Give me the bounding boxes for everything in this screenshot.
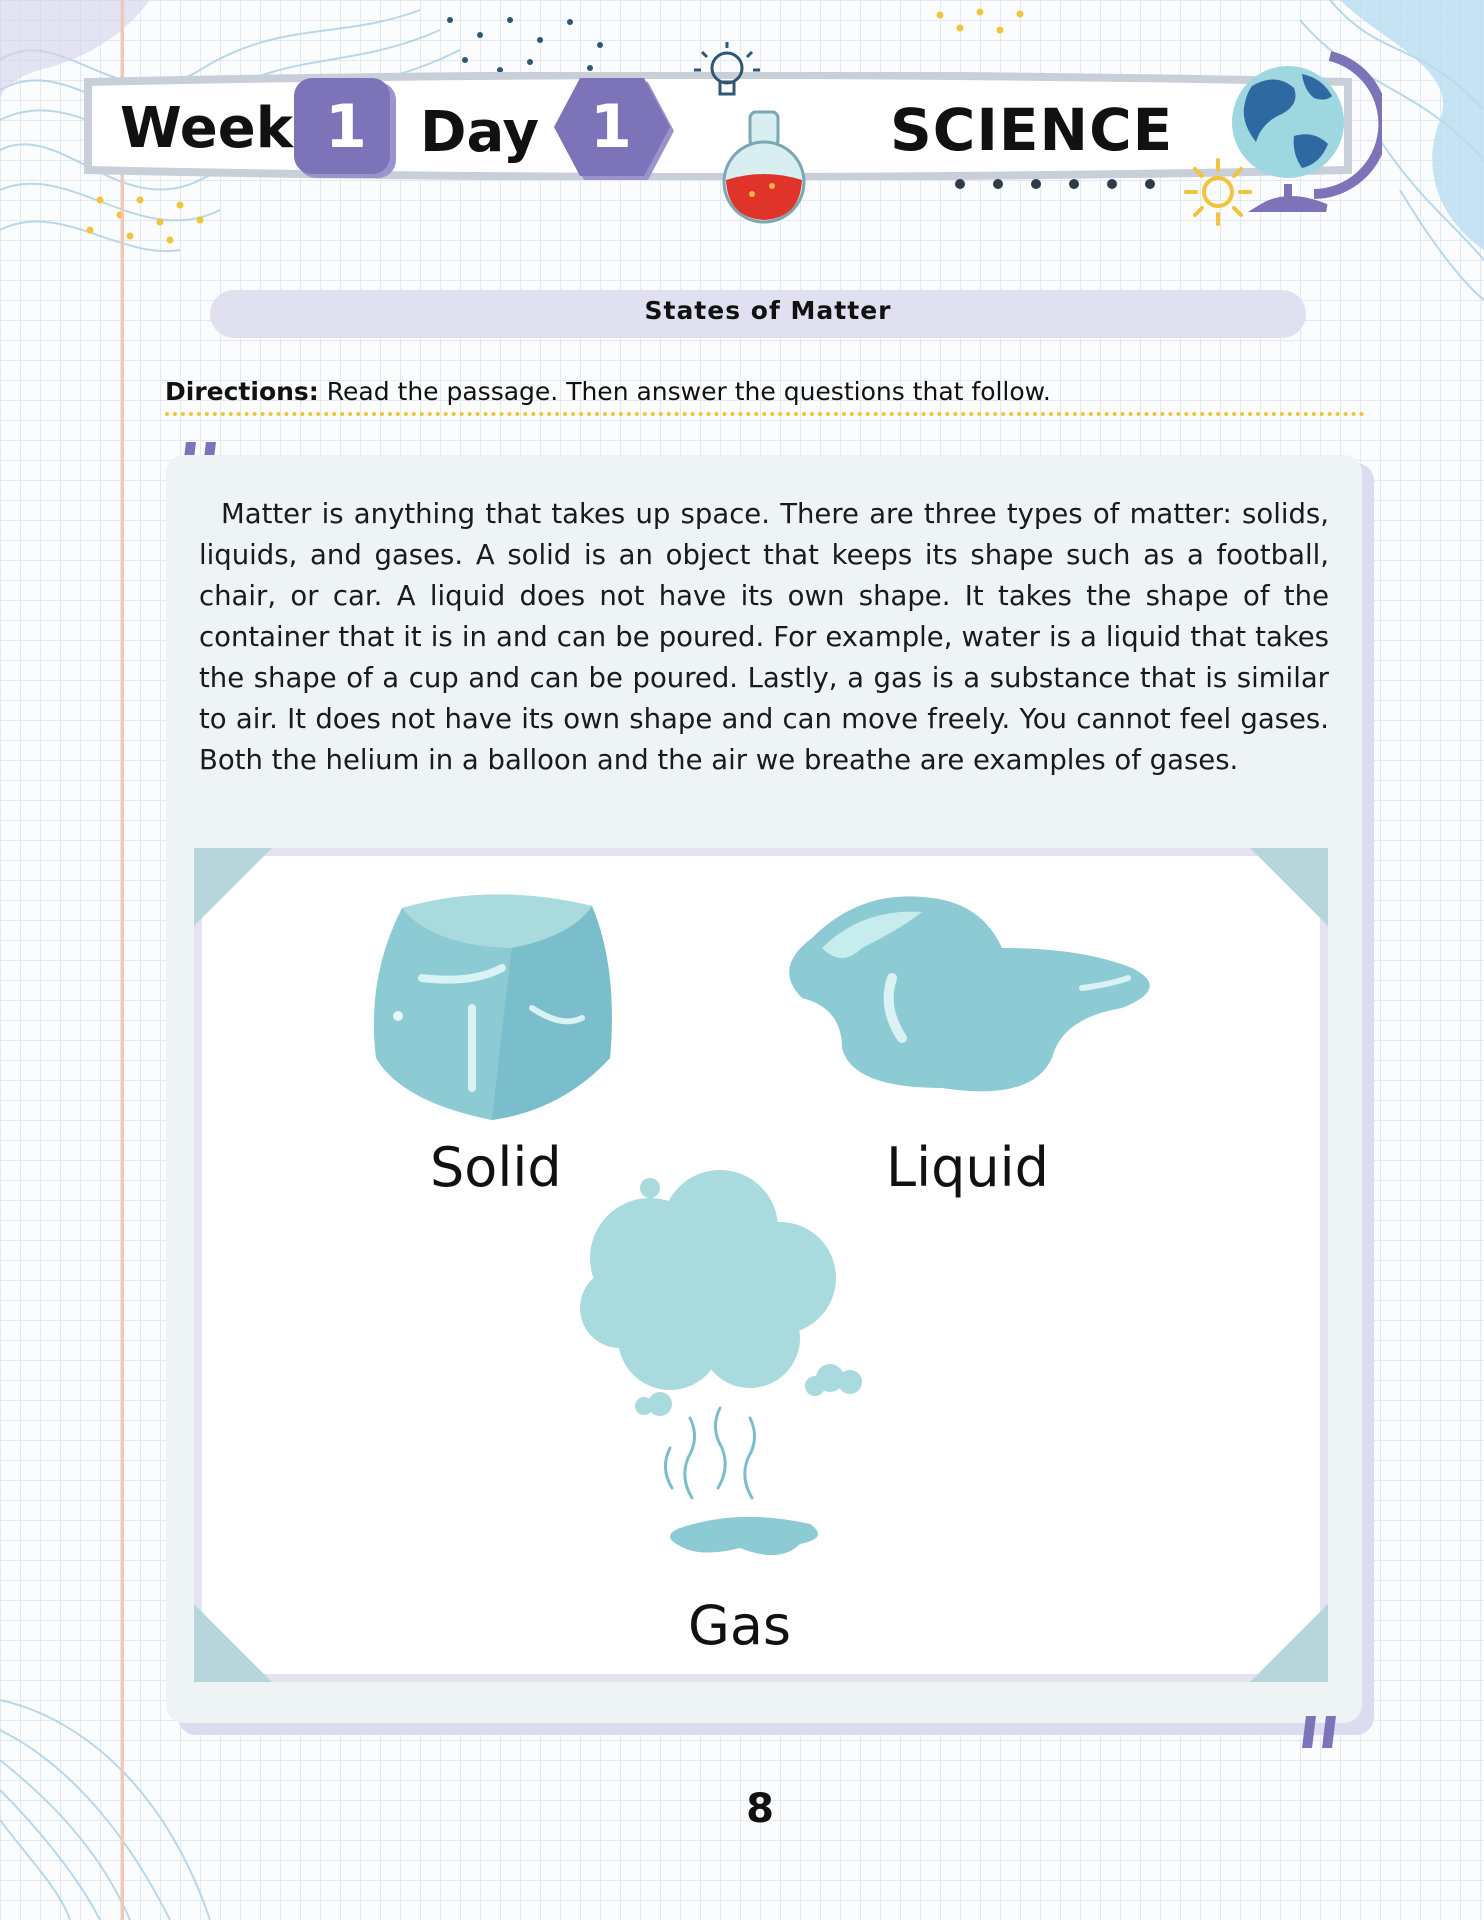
solid-label: Solid [430, 1136, 562, 1199]
directions-text: Read the passage. Then answer the questions that follow. [326, 377, 1051, 406]
gas-label: Gas [688, 1594, 792, 1657]
dotted-divider [165, 412, 1365, 416]
page-title: States of Matter [644, 296, 892, 325]
close-quote-icon [1298, 1712, 1342, 1752]
dot-row [952, 176, 1162, 192]
week-number: 1 [325, 92, 367, 162]
liquid-label: Liquid [886, 1136, 1049, 1199]
margin-line [121, 0, 124, 1920]
day-label: Day [420, 100, 540, 165]
day-number: 1 [590, 92, 632, 162]
globe-icon [1222, 44, 1382, 220]
subject-label: SCIENCE [890, 96, 1174, 164]
flask-icon [712, 110, 816, 226]
directions-label: Directions: [165, 377, 319, 406]
lightbulb-icon [682, 40, 772, 110]
liquid-puddle-illustration [782, 888, 1160, 1102]
page-number: 8 [746, 1786, 774, 1832]
directions [165, 377, 1051, 406]
ice-cube-illustration [362, 888, 622, 1124]
passage-text: Matter is anything that takes up space. There are three types of matter: solids, liquids, and gases. A solid is an object that keeps its shape such as a football, chair, or car. A liquid does not have its own shape. It takes the shape of the container that it is in and can be poured. For example, water is a liquid that takes the shape of a cup and can be poured. Lastly, a gas is a substance that is similar to air. It does not have its own shape and can move freely. You cannot feel gases. Both the helium in a balloon and the air we breathe are examples of gases. [199, 498, 1329, 776]
gas-cloud-illustration [560, 1168, 870, 1576]
week-label: Week [120, 96, 293, 161]
